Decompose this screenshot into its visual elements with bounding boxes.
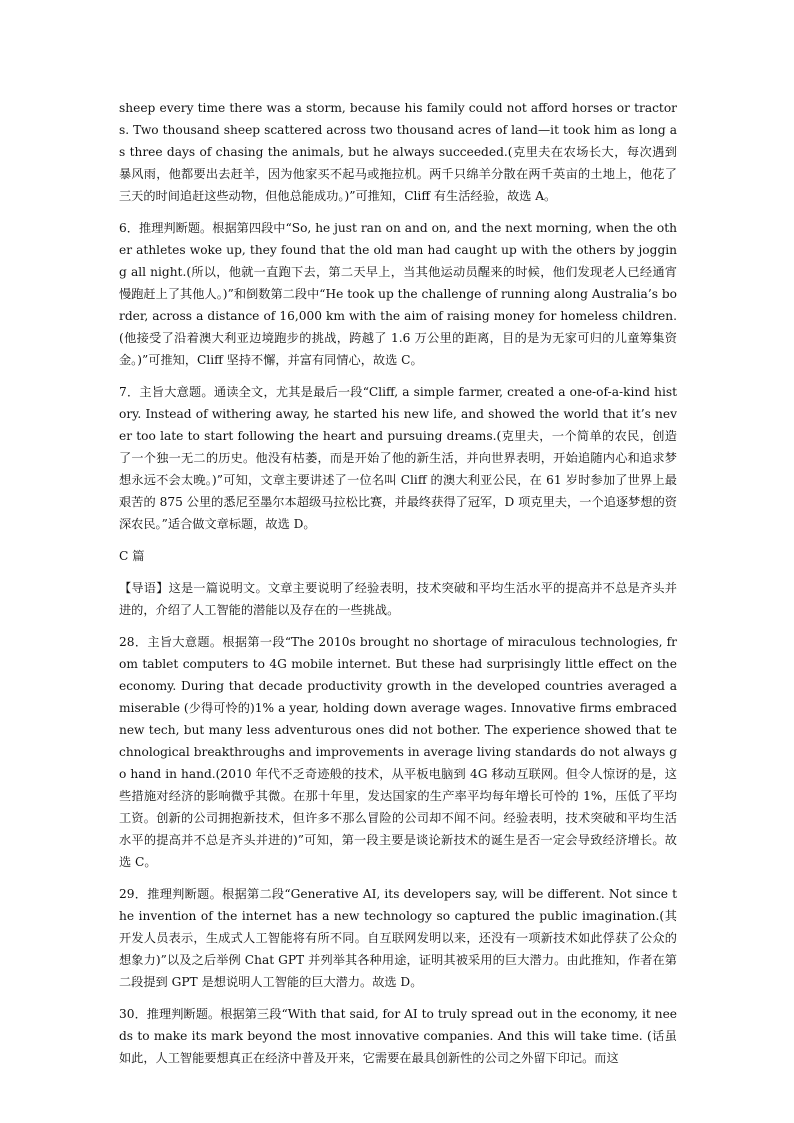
answer-28-explanation: 28．主旨大意题。根据第一段“The 2010s brought no shortage of miraculous technologies, from tablet computers to 4G mobile internet. But these had surprisingly little effect on the economy. During that decade productivity growth in the developed countries averaged a miserable (少得可怜的)1% a year, holding down average wages. Innovative firms embraced new tech, but many less adventurous ones did not bother. The experience showed that technological breakthroughs and improvements in average living standards do not always go hand in hand.(2010 年代不乏奇迹般的技术，从平板电脑到 4G 移动互联网。但令人惊讶的是，这些措施对经济的影响微乎其微。在那十年里，发达国家的生产率平均每年增长可怜的 1%，压低了平均工资。创新的公司拥抱新技术，但许多不那么冒险的公司却不闻不问。经验表明，技术突破和平均生活水平的提高并不总是齐头并进的)”可知，第一段主要是谈论新技术的诞生是否一定会导致经济增长。故选 C。 — [119, 635, 677, 869]
answer-7-explanation: 7．主旨大意题。通读全文，尤其是最后一段“Cliff, a simple farmer, created a one-of-a-kind history. Instead of withering away, he started his new life, and showed the world that it’s never too late to start following the heart and pursuing dreams.(克里夫，一个简单的农民，创造了一个独一无二的历史。他没有枯萎，而是开始了他的新生活，并向世界表明，开始追随内心和追求梦想永远不会太晚。)”可知，文章主要讲述了一位名叫 Cliff 的澳大利亚公民，在 61 岁时参加了世界上最艰苦的 875 公里的悉尼至墨尔本超级马拉松比赛，并最终获得了冠军，D 项克里夫，一个追逐梦想的资深农民。”适合做文章标题，故选 D。 — [119, 385, 677, 531]
passage-introduction: 【导语】这是一篇说明文。文章主要说明了经验表明，技术突破和平均生活水平的提高并不总是齐头并进的，介绍了人工智能的潜能以及存在的一些挑战。 — [119, 581, 677, 617]
paragraph-sheep-continuation: sheep every time there was a storm, because his family could not afford horses or tractors. Two thousand sheep scattered across two thousand acres of land—it took him as long as three days of chasing the animals, but he always succeeded.(克里夫在农场长大，每次遇到暴风雨，他都要出去赶羊，因为他家买不起马或拖拉机。两千只绵羊分散在两千英亩的土地上，他花了三天的时间追赶这些动物，但他总能成功。)”可推知，Cliff 有生活经验，故选 A。 — [119, 101, 677, 203]
answer-30-explanation: 30．推理判断题。根据第三段“With that said, for AI to truly spread out in the economy, it needs to make its mark beyond the most innovative companies. And this will take time. (话虽如此，人工智能要想真正在经济中普及开来，它需要在最具创新性的公司之外留下印记。而这 — [119, 1007, 677, 1065]
section-heading-c: C 篇 — [119, 549, 145, 563]
answer-29-explanation: 29．推理判断题。根据第二段“Generative AI, its developers say, will be different. Not since the invention of the internet has a new technology so captured the public imagination.(其开发人员表示，生成式人工智能将有所不同。自互联网发明以来，还没有一项新技术如此俘获了公众的想象力)”以及之后举例 Chat GPT 并列举其各种用途，证明其被采用的巨大潜力。由此推知，作者在第二段提到 GPT 是想说明人工智能的巨大潜力。故选 D。 — [119, 887, 677, 989]
document-page — [119, 97, 677, 1079]
answer-6-explanation: 6．推理判断题。根据第四段中“So, he just ran on and on, and the next morning, when the other athletes woke up, they found that the old man had caught up with the others by jogging all night.(所以，他就一直跑下去，第二天早上，当其他运动员醒来的时候，他们发现老人已经通宵慢跑赶上了其他人。)”和倒数第二段中“He took up the challenge of running along Australia’s border, across a distance of 16,000 km with the aim of raising money for homeless children.(他接受了沿着澳大利亚边境跑步的挑战，跨越了 1.6 万公里的距离，目的是为无家可归的儿童筹集资金。)”可推知，Cliff 坚持不懈，并富有同情心，故选 C。 — [119, 221, 677, 367]
